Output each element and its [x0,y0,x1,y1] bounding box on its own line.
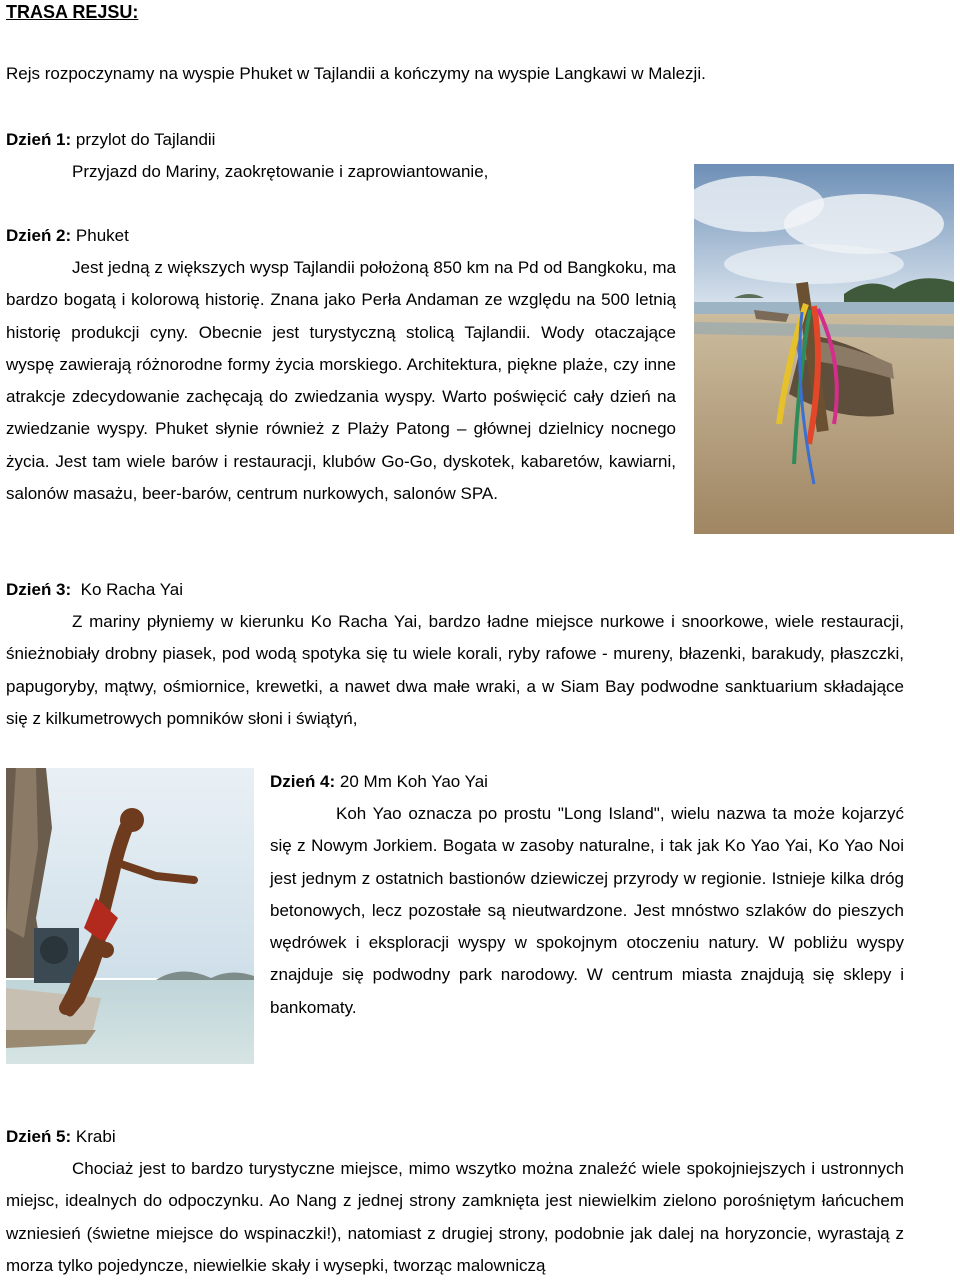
day5-title [6,1127,116,1147]
day1-title [6,130,215,150]
day5-text: Chociaż jest to bardzo turystyczne miejsce, mimo wszytko można znaleźć wiele spokojniejszych i ustronnych miejsc, idealnych do odpoczynku. Ao Nang z jednej strony zamknięta jest niewielkim zielono porośniętym łańcuchem wzniesień (świetne miejsce do wspinaczki!), natomiast z drugiej strony, podobnie jak dalej na horyzoncie, wyrastają z morza tylko pojedyncze, niewielkie skały i wysepki, tworząc malowniczą [6,1159,904,1275]
boat-photo [694,164,954,534]
day2-text: Jest jedną z większych wysp Tajlandii położoną 850 km na Pd od Bangkoku, ma bardzo bogatą i kolorową historię. Znana jako Perła Andaman ze względu na 500 letnią historię produkcji cyny. Obecnie jest turystyczną stolicą Tajlandii. Wody otaczające wyspę zawierają różnorodne formy życia morskiego. Architektura, piękne plaże, czy inne atrakcje zdecydowanie zachęcają do zwiedzania wyspy. Warto poświęcić cały dzień na zwiedzanie wyspy. Phuket słynie również z Plaży Patong – głównej dzielnicy nocnego życia. Jest tam wiele barów i restauracji, klubów Go-Go, dyskotek, kabaretów, kawiarni, salonów masażu, beer-barów, centrum nurkowych, salonów SPA. [6,258,676,504]
day3-title-text: Ko Racha Yai [71,580,184,599]
day2-label: Dzień 2: [6,226,72,245]
day2-title-text: Phuket [71,226,129,245]
day3-title [6,580,183,600]
day4-title [270,772,488,792]
day4-text: Koh Yao oznacza po prostu "Long Island", wielu nazwa ta może kojarzyć się z Nowym Jorkiem. Bogata w zasoby naturalne, i tak jak Ko Yao Yai, Ko Yao Noi jest jednym z ostatnich bastionów dziewiczej przyrody w regionie. Istnieje kilka dróg betonowych, lecz pozostałe są nieutwardzone. Jest mnóstwo szlaków do pieszych wędrówek i eksploracji wyspy w spokojnym otoczeniu natury. W pobliżu wyspy znajduje się podwodny park narodowy. W centrum miasta znajdują się sklepy i bankomaty. [270,804,904,1017]
day5-label: Dzień 5: [6,1127,72,1146]
day5-title-text: Krabi [71,1127,116,1146]
day3-label: Dzień 3: [6,580,72,599]
intro-paragraph: Rejs rozpoczynamy na wyspie Phuket w Tajlandii a kończymy na wyspie Langkawi w Malezji. [6,64,706,83]
day1-text: Przyjazd do Mariny, zaokrętowanie i zaprowiantowanie, [72,162,489,181]
day4-label: Dzień 4: [270,772,336,791]
day2-title [6,226,129,246]
day1-title-text: przylot do Tajlandii [71,130,216,149]
diving-photo [6,768,254,1064]
day1-label: Dzień 1: [6,130,72,149]
page-heading: TRASA REJSU: [6,2,139,22]
day3-text: Z mariny płyniemy w kierunku Ko Racha Yai, bardzo ładne miejsce nurkowe i snoorkowe, wiele restauracji, śnieżnobiały drobny piasek, pod wodą spotyka się tu wiele korali, ryby rafowe - mureny, błazenki, barakudy, płaszczki, papugoryby, mątwy, ośmiornice, krewetki, a nawet dwa małe wraki, a w Siam Bay podwodne sanktuarium składające się z kilkumetrowych pomników słoni i świątyń, [6,612,904,728]
day4-title-text: 20 Mm Koh Yao Yai [335,772,488,791]
